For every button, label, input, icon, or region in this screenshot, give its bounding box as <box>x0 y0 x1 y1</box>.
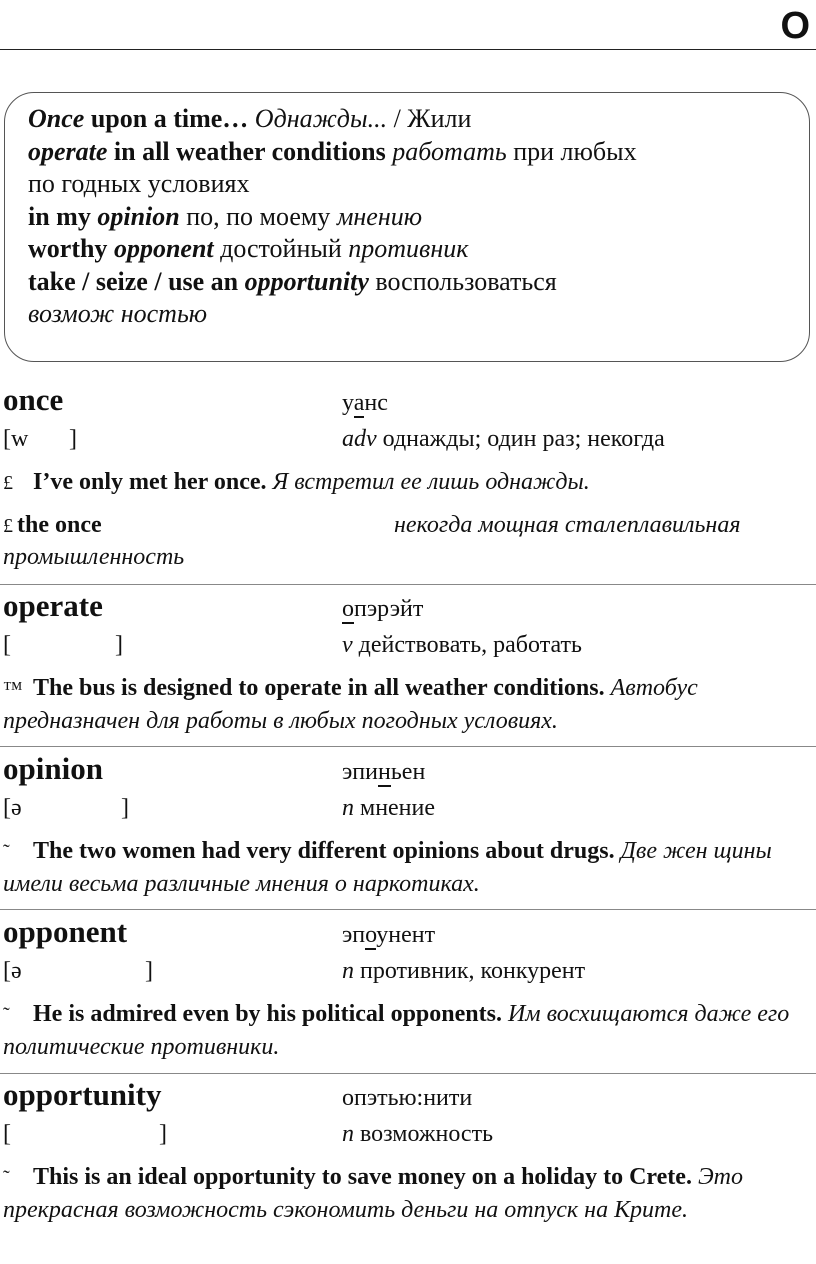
headword: opinion <box>3 751 103 786</box>
stress-mark: о <box>342 596 354 622</box>
bullet-icon: £ <box>3 515 13 537</box>
phrase-line: по годных условиях <box>28 169 250 198</box>
entry-divider <box>0 909 816 910</box>
pronunciation: уанс <box>342 390 388 416</box>
definition: n возможность <box>342 1121 494 1147</box>
headword: opportunity <box>3 1077 162 1112</box>
bullet-icon: ˜ <box>3 841 10 863</box>
pronunciation: опэрэйт <box>342 596 424 622</box>
header-rule <box>0 49 816 50</box>
example: ˜ This is an ideal opportunity to save money on a holiday to Crete. Это прекрасная возможность сэкономить деньги на отпуск на Крите. <box>3 1164 743 1223</box>
stress-mark: о <box>365 922 377 948</box>
definition: adv однажды; один раз; некогда <box>342 426 665 452</box>
phrase-line: operate in all weather conditions работать при любых <box>28 136 637 166</box>
example: ˜ The two women had very different opinions about drugs. Две жен щины имели весьма различные мнения о наркотиках. <box>3 838 772 897</box>
phrase-line: take / seize / use an opportunity воспользоваться <box>28 266 557 296</box>
idiom: £ the once <box>3 512 102 538</box>
entry-divider <box>0 1073 816 1074</box>
phrase-line: worthy opponent достойный противник <box>28 234 469 263</box>
example: ™ The bus is designed to operate in all weather conditions. Автобус предназначен для работы в любых погодных условиях. <box>3 675 698 734</box>
definition: n мнение <box>342 795 436 821</box>
headword: operate <box>3 588 103 623</box>
entry-divider <box>0 584 816 585</box>
headword: opponent <box>3 914 128 949</box>
example: £ I’ve only met her once. Я встретил ее лишь однажды. <box>3 466 803 499</box>
phrase-line: in my opinion по, по моему мнению <box>28 201 423 231</box>
phrase-line: Once upon a time… Однажды... / Жили <box>28 104 472 133</box>
definition: n противник, конкурент <box>342 958 586 984</box>
headword: once <box>3 382 64 417</box>
pronunciation: эпоунент <box>342 922 436 948</box>
bullet-icon: ™ <box>3 678 23 700</box>
bullet-icon: ˜ <box>3 1004 10 1026</box>
phrases-list <box>28 103 798 331</box>
example: ˜ He is admired even by his political opponents. Им восхищаются даже его политические противники. <box>3 1001 790 1060</box>
section-letter: O <box>780 5 810 47</box>
phrase-line: возмож ностью <box>28 299 208 328</box>
bullet-icon: £ <box>3 472 13 494</box>
pronunciation: опэтью:нити <box>342 1085 473 1111</box>
definition: v действовать, работать <box>342 632 582 658</box>
stress-mark: н <box>378 759 391 785</box>
idiom-translation: некогда мощная сталеплавильная <box>394 512 741 538</box>
stress-mark: а <box>353 390 365 416</box>
entry-divider <box>0 746 816 747</box>
pronunciation: эпиньен <box>342 759 426 785</box>
bullet-icon: ˜ <box>3 1167 10 1189</box>
idiom-translation-cont: промышленность <box>3 544 185 570</box>
